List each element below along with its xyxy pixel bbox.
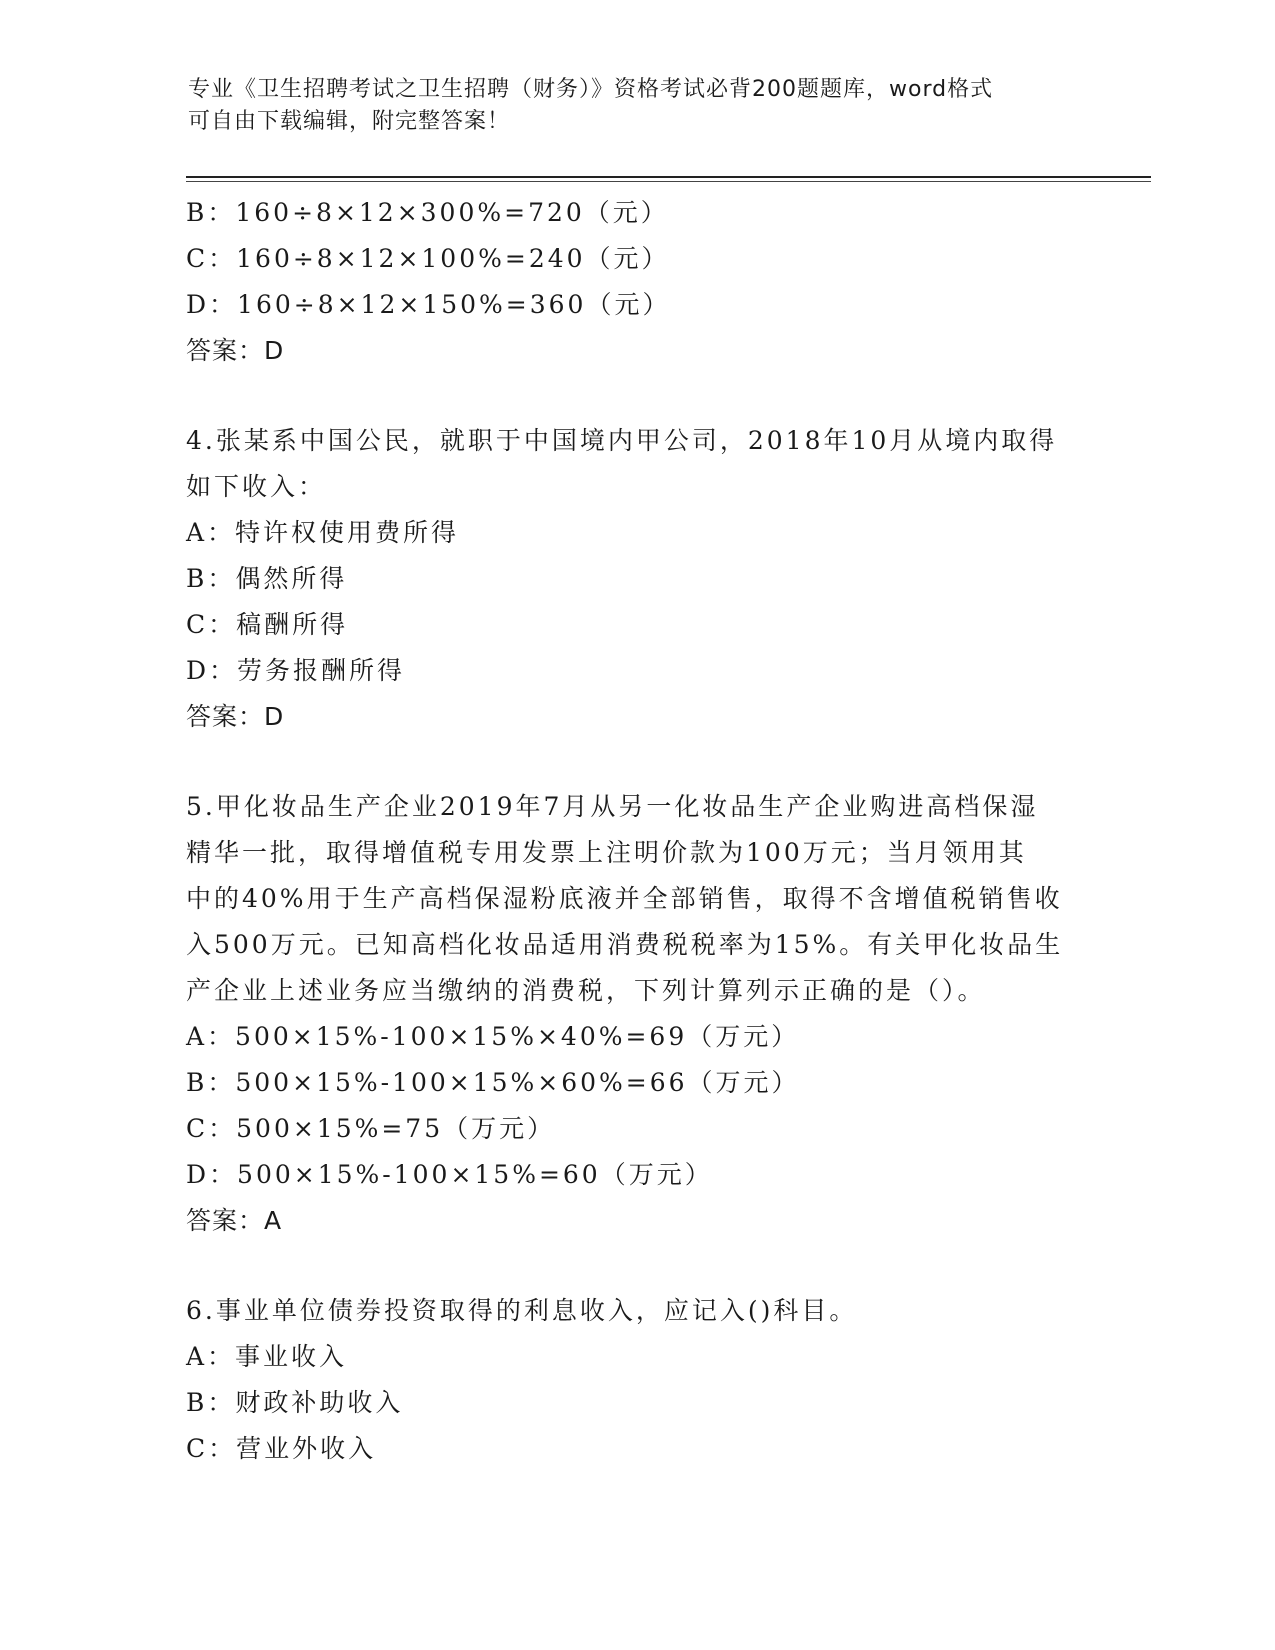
q3-answer: 答案：D <box>186 336 285 365</box>
q3-option-c: C：160÷8×12×100%=240（元） <box>186 244 670 273</box>
q6-stem-line-1: 6.事业单位债券投资取得的利息收入，应记入()科目。 <box>186 1296 858 1325</box>
q4-answer: 答案：D <box>186 702 285 731</box>
q4-stem-line-2: 如下收入： <box>186 472 327 501</box>
q5-option-b: B：500×15%-100×15%×60%=66（万元） <box>186 1068 800 1097</box>
q5-stem-line-4: 入500万元。已知高档化妆品适用消费税税率为15%。有关甲化妆品生 <box>186 930 1064 959</box>
q5-answer: 答案：A <box>186 1206 283 1235</box>
spacer <box>186 1244 1086 1288</box>
q5-option-a: A：500×15%-100×15%×40%=69（万元） <box>186 1022 800 1051</box>
spacer <box>186 740 1086 784</box>
q5-stem-line-1: 5.甲化妆品生产企业2019年7月从另一化妆品生产企业购进高档保湿 <box>186 792 1039 821</box>
q6-option-a: A：事业收入 <box>186 1342 348 1371</box>
q5-stem-line-3: 中的40%用于生产高档保湿粉底液并全部销售，取得不含增值税销售收 <box>186 884 1063 913</box>
header-divider-thick <box>186 176 1151 178</box>
q6-option-b: B：财政补助收入 <box>186 1388 404 1417</box>
q5-stem-line-5: 产企业上述业务应当缴纳的消费税，下列计算列示正确的是（）。 <box>186 976 986 1005</box>
q5-option-d: D：500×15%-100×15%=60（万元） <box>186 1160 713 1189</box>
question-4 <box>186 418 1086 740</box>
q3-option-b: B：160÷8×12×300%=720（元） <box>186 198 669 227</box>
q4-option-b: B：偶然所得 <box>186 564 348 593</box>
q6-option-c: C：营业外收入 <box>186 1434 377 1463</box>
question-content <box>186 190 1086 1472</box>
question-3 <box>186 190 1086 374</box>
q4-option-d: D：劳务报酬所得 <box>186 656 406 685</box>
document-header <box>188 74 1088 138</box>
header-title-line-1: 专业《卫生招聘考试之卫生招聘（财务）》资格考试必背200题题库，word格式 <box>188 77 994 102</box>
q4-option-c: C：稿酬所得 <box>186 610 349 639</box>
spacer <box>186 374 1086 418</box>
header-divider-thin <box>186 181 1151 182</box>
question-6 <box>186 1288 1086 1472</box>
q4-option-a: A：特许权使用费所得 <box>186 518 460 547</box>
q5-option-c: C：500×15%=75（万元） <box>186 1114 556 1143</box>
q5-stem-line-2: 精华一批，取得增值税专用发票上注明价款为100万元；当月领用其 <box>186 838 1027 867</box>
q3-option-d: D：160÷8×12×150%=360（元） <box>186 290 671 319</box>
q4-stem-line-1: 4.张某系中国公民，就职于中国境内甲公司，2018年10月从境内取得 <box>186 426 1058 455</box>
question-5 <box>186 784 1086 1244</box>
header-title-line-2: 可自由下载编辑，附完整答案！ <box>188 109 511 134</box>
